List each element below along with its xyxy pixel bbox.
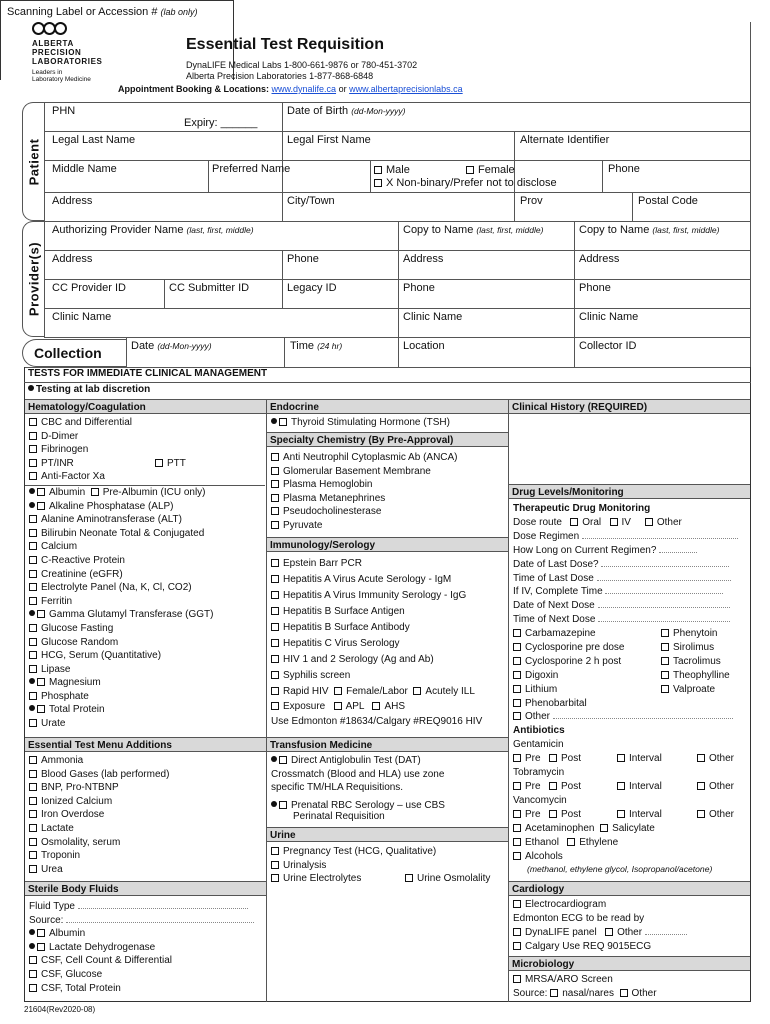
legal-last-name-field[interactable]: Legal Last Name	[52, 134, 136, 146]
hiv-requisition-note: Use Edmonton #18634/Calgary #REQ9016 HIV	[271, 716, 483, 727]
provider-address-field[interactable]: Address	[52, 253, 93, 265]
microbiology-header: Microbiology	[509, 956, 750, 971]
cc-provider-id-field[interactable]: CC Provider ID	[52, 282, 126, 294]
drug-carbamazepine[interactable]: Carbamazepine	[513, 627, 596, 641]
logo-name: ALBERTA PRECISION LABORATORIES	[32, 39, 103, 66]
antibiotics-list	[513, 738, 749, 822]
form-title: Essential Test Requisition	[186, 36, 384, 53]
gender-male-checkbox[interactable]: Male	[374, 164, 410, 177]
test-albumin[interactable]: Albumin	[29, 487, 85, 498]
test-hepatitis-b-surface-antigen[interactable]: Hepatitis B Surface Antigen	[271, 604, 507, 620]
rapid-hiv-female-labor[interactable]: Female/Labor	[334, 686, 408, 697]
test-hepatitis-a-virus-acute-serology-igm[interactable]: Hepatitis A Virus Acute Serology - IgM	[271, 572, 507, 588]
test-rapid-hiv[interactable]: Rapid HIV	[271, 686, 329, 697]
clinical-history-field[interactable]	[509, 416, 750, 484]
test-ptt[interactable]: PTT	[155, 457, 186, 471]
drug-list	[513, 627, 749, 710]
test-magnesium[interactable]: Magnesium	[29, 676, 265, 690]
test-cbc[interactable]: CBC and Differential	[29, 416, 265, 430]
test-prenatal-rbc[interactable]: Prenatal RBC Serology – use CBS	[271, 799, 507, 813]
test-hiv-1-and-2-serology-ag-and-ab[interactable]: HIV 1 and 2 Serology (Ag and Ab)	[271, 652, 507, 668]
test-urate[interactable]: Urate	[29, 717, 265, 731]
preferred-name-field[interactable]: Preferred Name	[212, 163, 291, 175]
lab-discretion-legend: Testing at lab discretion	[28, 384, 150, 396]
abx-tobramycin: Tobramycin	[513, 766, 565, 778]
authorizing-provider-field[interactable]: Authorizing Provider Name (last, first, middle)	[52, 224, 254, 236]
specialty-list	[271, 451, 507, 533]
immunology-list	[271, 556, 507, 729]
tests-header: TESTS FOR IMMEDIATE CLINICAL MANAGEMENT	[28, 368, 268, 379]
route-oral[interactable]: Oral	[570, 517, 601, 528]
rapid-hiv-acutely-ill[interactable]: Acutely ILL	[413, 686, 474, 697]
sterile-csf-glucose[interactable]: CSF, Glucose	[29, 968, 265, 982]
test-ecg[interactable]: Electrocardiogram	[513, 898, 749, 912]
drug-phenobarbital[interactable]: Phenobarbital	[513, 697, 587, 711]
drug-theophylline[interactable]: Theophylline	[661, 669, 730, 683]
abx-gentamicin: Gentamicin	[513, 738, 564, 750]
source-other[interactable]: Other	[620, 988, 657, 999]
copy2-clinic-field[interactable]: Clinic Name	[579, 311, 639, 323]
collection-tab: Collection	[22, 339, 126, 367]
test-creatinine-egfr[interactable]: Creatinine (eGFR)	[29, 568, 265, 582]
logo-tagline: Leaders in Laboratory Medicine	[32, 69, 91, 83]
test-epstein-barr-pcr[interactable]: Epstein Barr PCR	[271, 556, 507, 572]
drug-lithium[interactable]: Lithium	[513, 683, 557, 697]
phn-field[interactable]: PHN	[52, 105, 76, 117]
abx-gentamicin-options	[513, 752, 749, 766]
test-calcium[interactable]: Calcium	[29, 540, 265, 554]
patient-phone-field[interactable]: Phone	[608, 163, 640, 175]
test-hcg-serum-quantitative[interactable]: HCG, Serum (Quantitative)	[29, 649, 265, 663]
scanning-label-box[interactable]: Scanning Label or Accession # (lab only)	[0, 0, 234, 80]
drug-digoxin[interactable]: Digoxin	[513, 669, 558, 683]
abx-gentamicin-interval[interactable]: Interval	[617, 752, 662, 766]
test-glucose-random[interactable]: Glucose Random	[29, 636, 265, 650]
test-fibrinogen[interactable]: Fibrinogen	[29, 443, 265, 457]
how-long-field[interactable]: How Long on Current Regimen?	[513, 544, 749, 558]
route-other[interactable]: Other	[645, 517, 682, 528]
provider-phone-field[interactable]: Phone	[287, 253, 319, 265]
sterile-list	[29, 900, 265, 995]
test-c-reactive-protein[interactable]: C-Reactive Protein	[29, 554, 265, 568]
time-next-dose-field[interactable]: Time of Next Dose	[513, 613, 749, 627]
test-iron-overdose[interactable]: Iron Overdose	[29, 808, 265, 822]
test-pseudocholinesterase[interactable]: Pseudocholinesterase	[271, 505, 507, 519]
test-troponin[interactable]: Troponin	[29, 849, 265, 863]
immunology-header: Immunology/Serology	[267, 537, 508, 552]
test-anti-neutrophil-cytoplasmic-ab-anca[interactable]: Anti Neutrophil Cytoplasmic Ab (ANCA)	[271, 451, 507, 465]
test-pregnancy[interactable]: Pregnancy Test (HCG, Qualitative)	[271, 845, 507, 859]
abx-vancomycin-options	[513, 808, 749, 822]
copy1-address-field[interactable]: Address	[403, 253, 444, 265]
test-acetaminophen[interactable]: Acetaminophen	[513, 823, 595, 834]
provider-side-tab: Provider(s)	[22, 221, 44, 337]
prov-field[interactable]: Prov	[520, 195, 543, 207]
drug-levels-header: Drug Levels/Monitoring	[509, 484, 750, 499]
test-alanine-aminotransferase-alt[interactable]: Alanine Aminotransferase (ALT)	[29, 513, 265, 527]
collection-location-field[interactable]: Location	[403, 340, 445, 352]
essential-menu-header: Essential Test Menu Additions	[25, 737, 266, 752]
test-urinalysis[interactable]: Urinalysis	[271, 859, 507, 873]
form-revision: 21604(Rev2020-08)	[24, 1005, 96, 1014]
test-salicylate[interactable]: Salicylate	[600, 823, 655, 834]
col1-list	[29, 416, 265, 731]
copy1-phone-field[interactable]: Phone	[403, 282, 435, 294]
source-field[interactable]: Source:	[29, 914, 265, 928]
endocrine-header: Endocrine	[267, 399, 508, 414]
test-bnp-pro-ntbnp[interactable]: BNP, Pro-NTBNP	[29, 781, 265, 795]
test-glomerular-basement-membrane[interactable]: Glomerular Basement Membrane	[271, 465, 507, 479]
test-pyruvate[interactable]: Pyruvate	[271, 519, 507, 533]
drug-cyclosporine-pre-dose[interactable]: Cyclosporine pre dose	[513, 641, 625, 655]
postal-code-field[interactable]: Postal Code	[638, 195, 698, 207]
fluid-type-field[interactable]: Fluid Type	[29, 900, 265, 914]
abx-tobramycin-pre[interactable]: Pre	[513, 780, 541, 794]
test-lactate[interactable]: Lactate	[29, 822, 265, 836]
rapid-hiv-ahs[interactable]: AHS	[372, 701, 405, 712]
apl-logo	[32, 22, 127, 83]
test-ionized-calcium[interactable]: Ionized Calcium	[29, 795, 265, 809]
abx-tobramycin-other[interactable]: Other	[697, 780, 734, 794]
test-prealbumin[interactable]: Pre-Albumin (ICU only)	[91, 487, 206, 498]
test-alcohols[interactable]: Alcohols	[513, 850, 749, 864]
drug-phenytoin[interactable]: Phenytoin	[661, 627, 717, 641]
route-iv[interactable]: IV	[610, 517, 631, 528]
test-mrsa-aro[interactable]: MRSA/ARO Screen	[513, 973, 749, 987]
test-electrolyte-panel-na-k-cl-co2[interactable]: Electrolyte Panel (Na, K, Cl, CO2)	[29, 581, 265, 595]
test-d-dimer[interactable]: D-Dimer	[29, 430, 265, 444]
test-lipase[interactable]: Lipase	[29, 663, 265, 677]
test-ethylene[interactable]: Ethylene	[567, 837, 618, 848]
test-osmolality-serum[interactable]: Osmolality, serum	[29, 836, 265, 850]
rapid-hiv-apl[interactable]: APL	[334, 701, 365, 712]
test-anti-factor-xa[interactable]: Anti-Factor Xa	[29, 470, 265, 484]
test-phosphate[interactable]: Phosphate	[29, 690, 265, 704]
iv-complete-time-field[interactable]: If IV, Complete Time	[513, 585, 749, 599]
apl-link[interactable]: www.albertaprecisionlabs.ca	[349, 84, 463, 94]
copy-to-name-field-2[interactable]: Copy to Name (last, first, middle)	[579, 224, 720, 236]
abx-tobramycin-interval[interactable]: Interval	[617, 780, 662, 794]
patient-address-field[interactable]: Address	[52, 195, 93, 207]
essential-menu-list	[29, 754, 265, 876]
legacy-id-field[interactable]: Legacy ID	[287, 282, 337, 294]
test-ethanol[interactable]: Ethanol	[513, 837, 559, 848]
legal-first-name-field[interactable]: Legal First Name	[287, 134, 371, 146]
abx-vancomycin-interval[interactable]: Interval	[617, 808, 662, 822]
urine-header: Urine	[267, 827, 508, 842]
test-hepatitis-c-virus-serology[interactable]: Hepatitis C Virus Serology	[271, 636, 507, 652]
collection-time-field[interactable]: Time (24 hr)	[290, 340, 343, 352]
city-field[interactable]: City/Town	[287, 195, 335, 207]
copy2-address-field[interactable]: Address	[579, 253, 620, 265]
test-ferritin[interactable]: Ferritin	[29, 595, 265, 609]
alternate-identifier-field[interactable]: Alternate Identifier	[520, 134, 610, 146]
test-tsh[interactable]: Thyroid Stimulating Hormone (TSH)	[271, 416, 507, 430]
test-dat[interactable]: Direct Antiglobulin Test (DAT)	[271, 754, 507, 768]
drug-tacrolimus[interactable]: Tacrolimus	[661, 655, 721, 669]
rapid-hiv-exposure[interactable]: Exposure	[271, 701, 325, 712]
chemistry-list	[29, 500, 265, 731]
collector-id-field[interactable]: Collector ID	[579, 340, 637, 352]
middle-name-field[interactable]: Middle Name	[52, 163, 117, 175]
contact-lines: DynaLIFE Medical Labs 1-800-661-9876 or 780-451-3702 Alberta Precision Laboratories 1-877-868-6848	[186, 60, 418, 81]
ecg-calgary[interactable]: Calgary Use REQ 9015ECG	[513, 940, 749, 954]
test-gamma-glutamyl-transferase-ggt[interactable]: Gamma Glutamyl Transferase (GGT)	[29, 608, 265, 622]
collection-date-field[interactable]: Date (dd-Mon-yyyy)	[131, 340, 212, 352]
dynalife-link[interactable]: www.dynalife.ca	[271, 84, 337, 94]
time-last-dose-field[interactable]: Time of Last Dose	[513, 572, 749, 586]
expiry-field[interactable]: Expiry: ______	[184, 117, 258, 129]
sterile-csf-total-protein[interactable]: CSF, Total Protein	[29, 982, 265, 996]
date-next-dose-field[interactable]: Date of Next Dose	[513, 599, 749, 613]
transfusion-header: Transfusion Medicine	[267, 737, 508, 752]
dob-field[interactable]: Date of Birth (dd-Mon-yyyy)	[287, 105, 406, 117]
test-hepatitis-a-virus-immunity-serology-igg[interactable]: Hepatitis A Virus Immunity Serology - IgG	[271, 588, 507, 604]
dose-regimen-field[interactable]: Dose Regimen	[513, 530, 749, 544]
drug-sirolimus[interactable]: Sirolimus	[661, 641, 714, 655]
test-plasma-hemoglobin[interactable]: Plasma Hemoglobin	[271, 478, 507, 492]
abx-vancomycin-pre[interactable]: Pre	[513, 808, 541, 822]
logo-rings-icon	[32, 22, 127, 35]
ecg-dynalife-panel[interactable]: DynaLIFE panel	[513, 927, 597, 938]
ecg-other[interactable]: Other	[605, 927, 642, 938]
date-last-dose-field[interactable]: Date of Last Dose?	[513, 558, 749, 572]
test-bilirubin-neonate-total-conjugated[interactable]: Bilirubin Neonate Total & Conjugated	[29, 527, 265, 541]
sterile-albumin[interactable]: Albumin	[29, 927, 265, 941]
hematology-header: Hematology/Coagulation	[25, 399, 266, 414]
appointment-line: Appointment Booking & Locations: www.dynalife.ca or www.albertaprecisionlabs.ca	[118, 84, 463, 94]
test-hepatitis-b-surface-antibody[interactable]: Hepatitis B Surface Antibody	[271, 620, 507, 636]
test-syphilis-screen[interactable]: Syphilis screen	[271, 668, 507, 684]
abx-gentamicin-other[interactable]: Other	[697, 752, 734, 766]
patient-side-tab: Patient	[22, 102, 44, 221]
test-urea[interactable]: Urea	[29, 863, 265, 877]
gender-female-checkbox[interactable]: Female	[466, 164, 515, 177]
abx-gentamicin-pre[interactable]: Pre	[513, 752, 541, 766]
source-nasal[interactable]: nasal/nares	[550, 988, 614, 999]
abx-tobramycin-post[interactable]: Post	[549, 780, 581, 794]
drug-valproate[interactable]: Valproate	[661, 683, 715, 697]
clinical-history-header: Clinical History (REQUIRED)	[509, 399, 750, 414]
cardiology-header: Cardiology	[509, 881, 750, 896]
test-alkaline-phosphatase-alp[interactable]: Alkaline Phosphatase (ALP)	[29, 500, 265, 514]
sterile-csf-cell-count-differential[interactable]: CSF, Cell Count & Differential	[29, 954, 265, 968]
sterile-lactate-dehydrogenase[interactable]: Lactate Dehydrogenase	[29, 941, 265, 955]
copy-to-name-field-1[interactable]: Copy to Name (last, first, middle)	[403, 224, 544, 236]
specialty-header: Specialty Chemistry (By Pre-Approval)	[267, 432, 508, 447]
sterile-fluids-header: Sterile Body Fluids	[25, 881, 266, 896]
abx-tobramycin-options	[513, 780, 749, 794]
test-pt-inr[interactable]: PT/INR	[29, 458, 74, 469]
tdm-title: Therapeutic Drug Monitoring	[513, 503, 651, 514]
clinic-name-field[interactable]: Clinic Name	[52, 311, 112, 323]
copy1-clinic-field[interactable]: Clinic Name	[403, 311, 463, 323]
test-urine-electrolytes[interactable]: Urine Electrolytes	[271, 873, 361, 884]
test-ammonia[interactable]: Ammonia	[29, 754, 265, 768]
gender-nonbinary-checkbox[interactable]: X Non-binary/Prefer not to disclose	[374, 177, 557, 190]
test-glucose-fasting[interactable]: Glucose Fasting	[29, 622, 265, 636]
test-blood-gases-lab-performed[interactable]: Blood Gases (lab performed)	[29, 768, 265, 782]
test-urine-osmolality[interactable]: Urine Osmolality	[405, 872, 490, 886]
copy2-phone-field[interactable]: Phone	[579, 282, 611, 294]
drug-cyclosporine-2-h-post[interactable]: Cyclosporine 2 h post	[513, 655, 621, 669]
test-total-protein[interactable]: Total Protein	[29, 703, 265, 717]
test-plasma-metanephrines[interactable]: Plasma Metanephrines	[271, 492, 507, 506]
antibiotics-title: Antibiotics	[513, 725, 565, 737]
crossmatch-note: Crossmatch (Blood and HLA) use zone specific TM/HLA Requisitions.	[271, 768, 445, 794]
abx-vancomycin-post[interactable]: Post	[549, 808, 581, 822]
abx-vancomycin-other[interactable]: Other	[697, 808, 734, 822]
drug-other[interactable]: Other	[513, 710, 749, 724]
abx-vancomycin: Vancomycin	[513, 794, 567, 806]
abx-gentamicin-post[interactable]: Post	[549, 752, 581, 766]
cc-submitter-id-field[interactable]: CC Submitter ID	[169, 282, 250, 294]
